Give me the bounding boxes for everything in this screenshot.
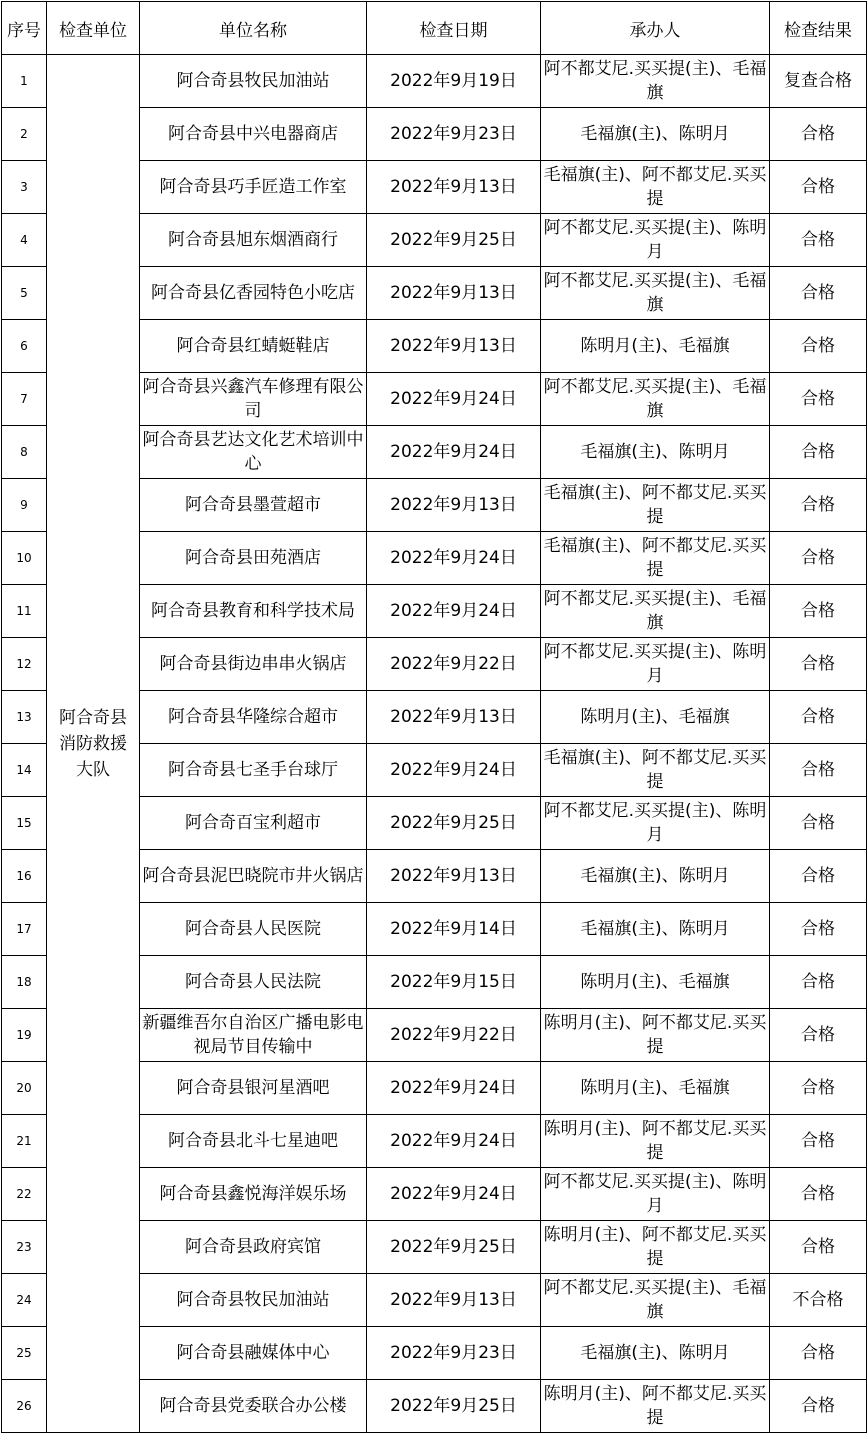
row-seq: 7 [2,373,47,426]
row-unit-name: 阿合奇县牧民加油站 [140,1274,367,1327]
row-seq: 15 [2,797,47,850]
row-date: 2022年9月13日 [367,320,541,373]
row-seq: 14 [2,744,47,797]
row-unit-name: 阿合奇县兴鑫汽车修理有限公司 [140,373,367,426]
row-date: 2022年9月23日 [367,1327,541,1380]
row-date: 2022年9月13日 [367,1274,541,1327]
row-result: 合格 [770,373,867,426]
row-date: 2022年9月14日 [367,903,541,956]
row-handler: 陈明月(主)、阿不都艾尼.买买提 [541,1380,770,1433]
row-unit-name: 阿合奇百宝利超市 [140,797,367,850]
row-handler: 陈明月(主)、阿不都艾尼.买买提 [541,1009,770,1062]
row-date: 2022年9月24日 [367,1168,541,1221]
row-date: 2022年9月23日 [367,108,541,161]
row-result: 合格 [770,956,867,1009]
row-date: 2022年9月19日 [367,55,541,108]
row-seq: 8 [2,426,47,479]
row-result: 合格 [770,1115,867,1168]
row-date: 2022年9月13日 [367,850,541,903]
row-handler: 陈明月(主)、阿不都艾尼.买买提 [541,1221,770,1274]
row-handler: 阿不都艾尼.买买提(主)、毛福旗 [541,1274,770,1327]
row-unit-name: 阿合奇县人民法院 [140,956,367,1009]
row-seq: 13 [2,691,47,744]
row-seq: 4 [2,214,47,267]
row-seq: 3 [2,161,47,214]
row-seq: 1 [2,55,47,108]
header-seq: 序号 [2,2,47,55]
header-date: 检查日期 [367,2,541,55]
row-date: 2022年9月15日 [367,956,541,1009]
row-date: 2022年9月13日 [367,479,541,532]
row-seq: 22 [2,1168,47,1221]
row-date: 2022年9月25日 [367,797,541,850]
row-result: 合格 [770,267,867,320]
row-result: 合格 [770,479,867,532]
row-unit-name: 阿合奇县牧民加油站 [140,55,367,108]
row-seq: 23 [2,1221,47,1274]
row-date: 2022年9月25日 [367,214,541,267]
row-result: 合格 [770,426,867,479]
row-result: 合格 [770,1009,867,1062]
row-result: 合格 [770,532,867,585]
row-unit-name: 阿合奇县政府宾馆 [140,1221,367,1274]
row-unit-name: 阿合奇县鑫悦海洋娱乐场 [140,1168,367,1221]
row-date: 2022年9月24日 [367,426,541,479]
row-handler: 陈明月(主)、毛福旗 [541,320,770,373]
row-date: 2022年9月22日 [367,638,541,691]
row-result: 合格 [770,1221,867,1274]
row-unit-name: 阿合奇县街边串串火锅店 [140,638,367,691]
row-seq: 11 [2,585,47,638]
row-handler: 阿不都艾尼.买买提(主)、毛福旗 [541,585,770,638]
row-unit-name: 阿合奇县银河星酒吧 [140,1062,367,1115]
row-handler: 陈明月(主)、毛福旗 [541,691,770,744]
row-date: 2022年9月24日 [367,373,541,426]
row-result: 合格 [770,585,867,638]
row-unit-name: 阿合奇县艺达文化艺术培训中心 [140,426,367,479]
header-name: 单位名称 [140,2,367,55]
row-date: 2022年9月13日 [367,161,541,214]
row-unit-name: 阿合奇县中兴电器商店 [140,108,367,161]
row-result: 复查合格 [770,55,867,108]
row-handler: 阿不都艾尼.买买提(主)、陈明月 [541,214,770,267]
row-date: 2022年9月25日 [367,1221,541,1274]
row-date: 2022年9月24日 [367,585,541,638]
row-result: 合格 [770,744,867,797]
row-seq: 10 [2,532,47,585]
row-date: 2022年9月25日 [367,1380,541,1433]
row-handler: 阿不都艾尼.买买提(主)、陈明月 [541,797,770,850]
row-unit-name: 阿合奇县华隆综合超市 [140,691,367,744]
row-handler: 毛福旗(主)、阿不都艾尼.买买提 [541,161,770,214]
row-handler: 阿不都艾尼.买买提(主)、毛福旗 [541,267,770,320]
row-result: 合格 [770,320,867,373]
header-person: 承办人 [541,2,770,55]
row-handler: 陈明月(主)、毛福旗 [541,1062,770,1115]
row-seq: 5 [2,267,47,320]
row-result: 合格 [770,108,867,161]
row-unit-name: 阿合奇县旭东烟酒商行 [140,214,367,267]
inspection-unit: 阿合奇县消防救援大队 [47,55,140,1433]
row-seq: 12 [2,638,47,691]
row-seq: 26 [2,1380,47,1433]
row-handler: 毛福旗(主)、阿不都艾尼.买买提 [541,532,770,585]
row-seq: 16 [2,850,47,903]
row-unit-name: 阿合奇县田苑酒店 [140,532,367,585]
row-unit-name: 阿合奇县亿香园特色小吃店 [140,267,367,320]
row-handler: 阿不都艾尼.买买提(主)、毛福旗 [541,55,770,108]
header-result: 检查结果 [770,2,867,55]
row-date: 2022年9月13日 [367,691,541,744]
row-result: 合格 [770,1380,867,1433]
row-unit-name: 阿合奇县巧手匠造工作室 [140,161,367,214]
row-seq: 2 [2,108,47,161]
row-unit-name: 阿合奇县七圣手台球厅 [140,744,367,797]
row-unit-name: 阿合奇县教育和科学技术局 [140,585,367,638]
row-handler: 陈明月(主)、毛福旗 [541,956,770,1009]
table-body [2,55,867,1433]
row-handler: 毛福旗(主)、陈明月 [541,1327,770,1380]
row-unit-name: 阿合奇县北斗七星迪吧 [140,1115,367,1168]
row-seq: 20 [2,1062,47,1115]
header-row [2,2,867,55]
row-result: 合格 [770,850,867,903]
row-handler: 毛福旗(主)、阿不都艾尼.买买提 [541,479,770,532]
row-handler: 阿不都艾尼.买买提(主)、陈明月 [541,638,770,691]
row-unit-name: 阿合奇县融媒体中心 [140,1327,367,1380]
row-handler: 阿不都艾尼.买买提(主)、陈明月 [541,1168,770,1221]
row-result: 合格 [770,214,867,267]
row-seq: 24 [2,1274,47,1327]
row-handler: 阿不都艾尼.买买提(主)、毛福旗 [541,373,770,426]
row-result: 合格 [770,638,867,691]
row-handler: 毛福旗(主)、陈明月 [541,108,770,161]
row-unit-name: 阿合奇县墨萱超市 [140,479,367,532]
row-seq: 18 [2,956,47,1009]
row-seq: 6 [2,320,47,373]
row-date: 2022年9月24日 [367,1115,541,1168]
row-handler: 毛福旗(主)、阿不都艾尼.买买提 [541,744,770,797]
row-result: 合格 [770,797,867,850]
row-seq: 9 [2,479,47,532]
row-handler: 毛福旗(主)、陈明月 [541,903,770,956]
row-unit-name: 阿合奇县人民医院 [140,903,367,956]
row-handler: 毛福旗(主)、陈明月 [541,850,770,903]
header-unit: 检查单位 [47,2,140,55]
row-result: 合格 [770,903,867,956]
row-unit-name: 新疆维吾尔自治区广播电影电视局节目传输中 [140,1009,367,1062]
row-seq: 19 [2,1009,47,1062]
inspection-table [1,1,867,1433]
row-date: 2022年9月13日 [367,267,541,320]
row-seq: 21 [2,1115,47,1168]
table-row [2,55,867,108]
row-unit-name: 阿合奇县红蜻蜓鞋店 [140,320,367,373]
row-seq: 25 [2,1327,47,1380]
row-handler: 毛福旗(主)、陈明月 [541,426,770,479]
row-result: 不合格 [770,1274,867,1327]
row-handler: 陈明月(主)、阿不都艾尼.买买提 [541,1115,770,1168]
row-date: 2022年9月24日 [367,1062,541,1115]
row-result: 合格 [770,161,867,214]
row-seq: 17 [2,903,47,956]
row-unit-name: 阿合奇县泥巴晓院市井火锅店 [140,850,367,903]
row-result: 合格 [770,1168,867,1221]
row-result: 合格 [770,1062,867,1115]
row-date: 2022年9月22日 [367,1009,541,1062]
row-unit-name: 阿合奇县党委联合办公楼 [140,1380,367,1433]
row-result: 合格 [770,1327,867,1380]
row-date: 2022年9月24日 [367,532,541,585]
row-date: 2022年9月24日 [367,744,541,797]
row-result: 合格 [770,691,867,744]
